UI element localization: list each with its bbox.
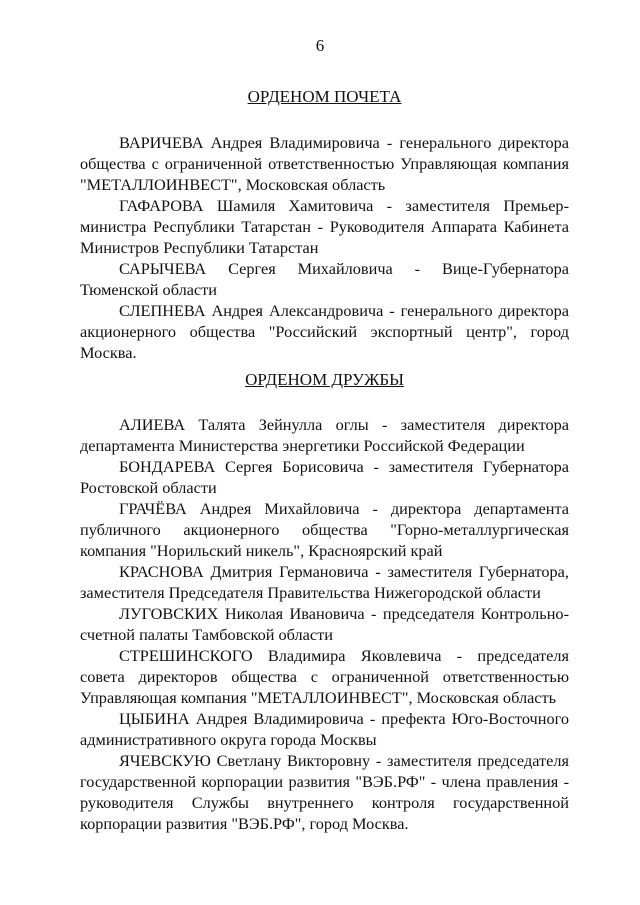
recipient-surname: БОНДАРЕВА	[119, 457, 216, 476]
recipient-surname: СЛЕПНЕВА	[119, 301, 206, 320]
award-entry	[80, 132, 569, 195]
recipient-details: Николая Ивановича - председателя Контрольно-счетной палаты Тамбовской области	[80, 604, 569, 644]
award-entry	[80, 195, 569, 258]
recipient-surname: АЛИЕВА	[119, 415, 186, 434]
section-order-of-honour	[80, 86, 569, 363]
section-heading: ОРДЕНОМ ПОЧЕТА	[247, 87, 402, 106]
recipient-details: Талята Зейнулла оглы - заместителя директора департамента Министерства энергетики Российской Федерации	[80, 415, 569, 455]
page-number: 6	[315, 36, 325, 55]
recipient-details: Андрея Александровича - генерального директора акционерного общества "Российский экспортный центр", город Москва.	[80, 301, 569, 362]
award-entry	[80, 456, 569, 498]
recipient-details: Андрея Владимировича - префекта Юго-Восточного административного округа города Москвы	[80, 709, 570, 749]
award-entry	[80, 300, 569, 363]
award-entry	[80, 414, 569, 456]
recipient-details: Сергея Борисовича - заместителя Губернатора Ростовской области	[80, 457, 570, 497]
award-entry	[80, 708, 569, 750]
recipient-details: Андрея Владимировича - генерального директора общества с ограниченной ответственностью Управляющая компания "МЕТАЛЛОИНВЕСТ", Московская область	[80, 133, 569, 194]
award-entry	[80, 561, 569, 603]
recipient-surname: ГРАЧЁВА	[119, 499, 187, 518]
recipient-surname: ЦЫБИНА	[119, 709, 190, 728]
recipient-details: Сергея Михайловича - Вице-Губернатора Тюменской области	[80, 259, 569, 299]
award-entry	[80, 498, 569, 561]
award-entry	[80, 645, 569, 708]
section-heading: ОРДЕНОМ ДРУЖБЫ	[245, 370, 404, 389]
section-order-of-friendship	[80, 369, 569, 834]
recipient-surname: КРАСНОВА	[119, 562, 204, 581]
recipient-details: Шамиля Хамитовича - заместителя Премьер-министра Республики Татарстан - Руководителя Аппарата Кабинета Министров Республики Татарстан	[80, 196, 569, 257]
award-entry	[80, 603, 569, 645]
recipient-surname: СТРЕШИНСКОГО	[119, 646, 253, 665]
recipient-details: Андрея Михайловича - директора департамента публичного акционерного общества "Горно-металлургическая компания "Норильский никель", Красноярский край	[80, 499, 569, 560]
recipient-surname: САРЫЧЕВА	[119, 259, 207, 278]
recipient-surname: ГАФАРОВА	[119, 196, 204, 215]
recipient-details: Владимира Яковлевича - председателя совета директоров общества с ограниченной ответственностью Управляющая компания "МЕТАЛЛОИНВЕСТ", Московская область	[80, 646, 569, 707]
recipient-details: Дмитрия Германовича - заместителя Губернатора, заместителя Председателя Правительства Нижегородской области	[80, 562, 569, 602]
recipient-surname: ЛУГОВСКИХ	[119, 604, 219, 623]
recipient-surname: ВАРИЧЕВА	[119, 133, 204, 152]
recipient-surname: ЯЧЕВСКУЮ	[119, 751, 211, 770]
recipient-details: Светлану Викторовну - заместителя председателя государственной корпорации развития "ВЭБ.РФ" - члена правления - руководителя Службы внутреннего контроля государственной корпорации развития "ВЭБ.РФ", город Москва.	[80, 751, 569, 833]
award-list	[80, 414, 569, 834]
award-entry	[80, 750, 569, 834]
award-list	[80, 132, 569, 363]
award-entry	[80, 258, 569, 300]
